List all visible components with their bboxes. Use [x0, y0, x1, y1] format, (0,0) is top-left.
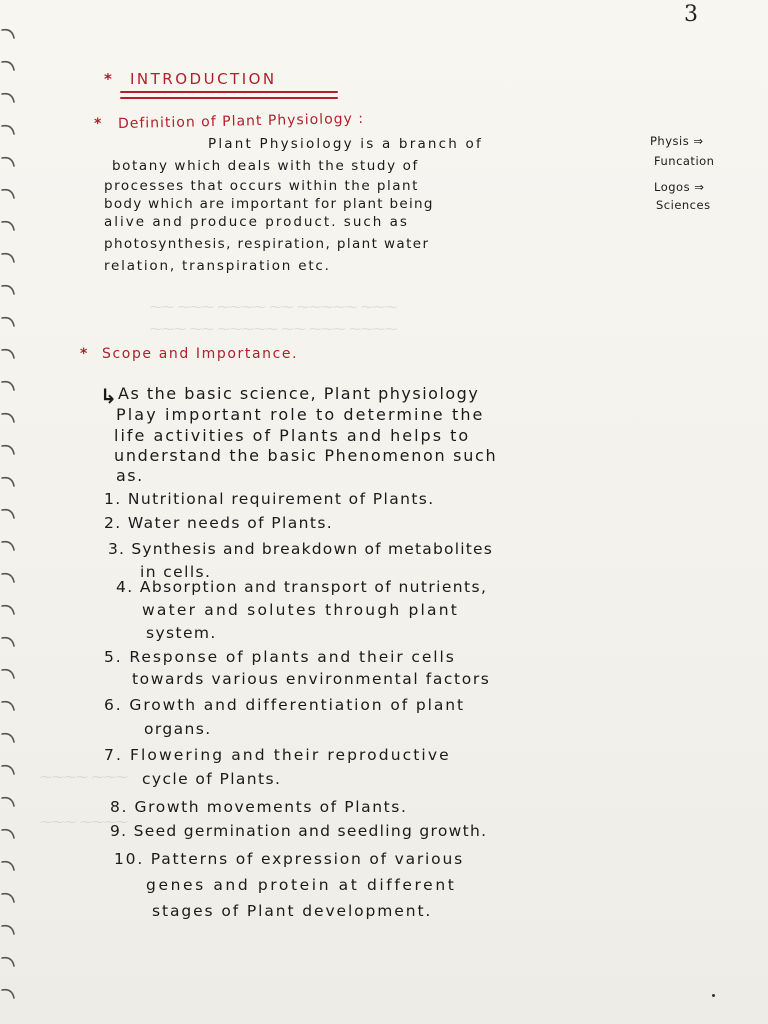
spiral-binding — [0, 0, 24, 1024]
etymology-note: Logos ⇒ — [654, 180, 705, 194]
importance-item: organs. — [144, 720, 212, 738]
importance-item: genes and protein at different — [146, 876, 457, 894]
scope-heading: Scope and Importance. — [102, 346, 299, 362]
margin-mark — [712, 994, 715, 997]
star-bullet: * — [94, 116, 103, 132]
definition-heading: Definition of Plant Physiology : — [117, 110, 365, 132]
title-underline — [120, 91, 338, 93]
star-bullet: * — [80, 346, 89, 362]
importance-item: in cells. — [140, 563, 212, 581]
importance-item: 10. Patterns of expression of various — [114, 850, 464, 868]
importance-item: water and solutes through plant — [142, 601, 460, 619]
definition-line: processes that occurs within the plant — [104, 178, 419, 194]
importance-item: 8. Growth movements of Plants. — [110, 798, 408, 816]
arrow-bullet: ↳ — [100, 384, 119, 408]
importance-item: 6. Growth and differentiation of plant — [104, 696, 465, 714]
importance-item: system. — [146, 624, 217, 642]
scope-intro-line: Play important role to determine the — [116, 405, 485, 424]
scope-intro-line: understand the basic Phenomenon such — [114, 446, 498, 465]
importance-item: 9. Seed germination and seedling growth. — [110, 822, 488, 840]
title-underline — [120, 97, 338, 99]
etymology-note: Sciences — [656, 198, 711, 212]
definition-line: photosynthesis, respiration, plant water — [104, 236, 430, 252]
definition-line: alive and produce product. such as — [104, 214, 409, 230]
bleed-through-text: ⁓⁓⁓⁓ ⁓⁓⁓ — [40, 770, 128, 784]
importance-item: 4. Absorption and transport of nutrients, — [116, 578, 488, 596]
importance-item: 2. Water needs of Plants. — [104, 514, 334, 532]
importance-item: 5. Response of plants and their cells — [104, 648, 456, 666]
star-bullet: * — [104, 70, 115, 88]
definition-line: Plant Physiology is a branch of — [208, 136, 483, 152]
bleed-through-text: ⁓⁓⁓ ⁓⁓⁓⁓ — [40, 815, 128, 829]
scope-intro-line: as. — [116, 466, 144, 485]
importance-item: 1. Nutritional requirement of Plants. — [104, 490, 435, 508]
importance-item: 3. Synthesis and breakdown of metabolites — [108, 540, 493, 558]
bleed-through-text: ⁓⁓ ⁓⁓⁓ ⁓⁓⁓⁓ ⁓⁓ ⁓⁓⁓⁓⁓ ⁓⁓⁓ — [150, 300, 398, 314]
section-title-introduction: INTRODUCTION — [130, 70, 277, 88]
etymology-note: Physis ⇒ — [650, 134, 704, 148]
importance-item: stages of Plant development. — [152, 902, 433, 920]
scope-intro-line: life activities of Plants and helps to — [114, 426, 471, 445]
etymology-note: Funcation — [654, 154, 715, 168]
scope-intro-line: As the basic science, Plant physiology — [118, 384, 480, 403]
definition-line: body which are important for plant being — [104, 196, 434, 212]
definition-line: botany which deals with the study of — [112, 158, 419, 174]
importance-item: towards various environmental factors — [132, 670, 491, 688]
importance-item: 7. Flowering and their reproductive — [104, 746, 451, 764]
definition-line: relation, transpiration etc. — [104, 258, 331, 274]
bleed-through-text: ⁓⁓⁓ ⁓⁓ ⁓⁓⁓⁓⁓ ⁓⁓ ⁓⁓⁓ ⁓⁓⁓⁓ — [150, 322, 398, 336]
importance-item: cycle of Plants. — [142, 770, 282, 788]
page-number: 3 — [684, 2, 698, 27]
